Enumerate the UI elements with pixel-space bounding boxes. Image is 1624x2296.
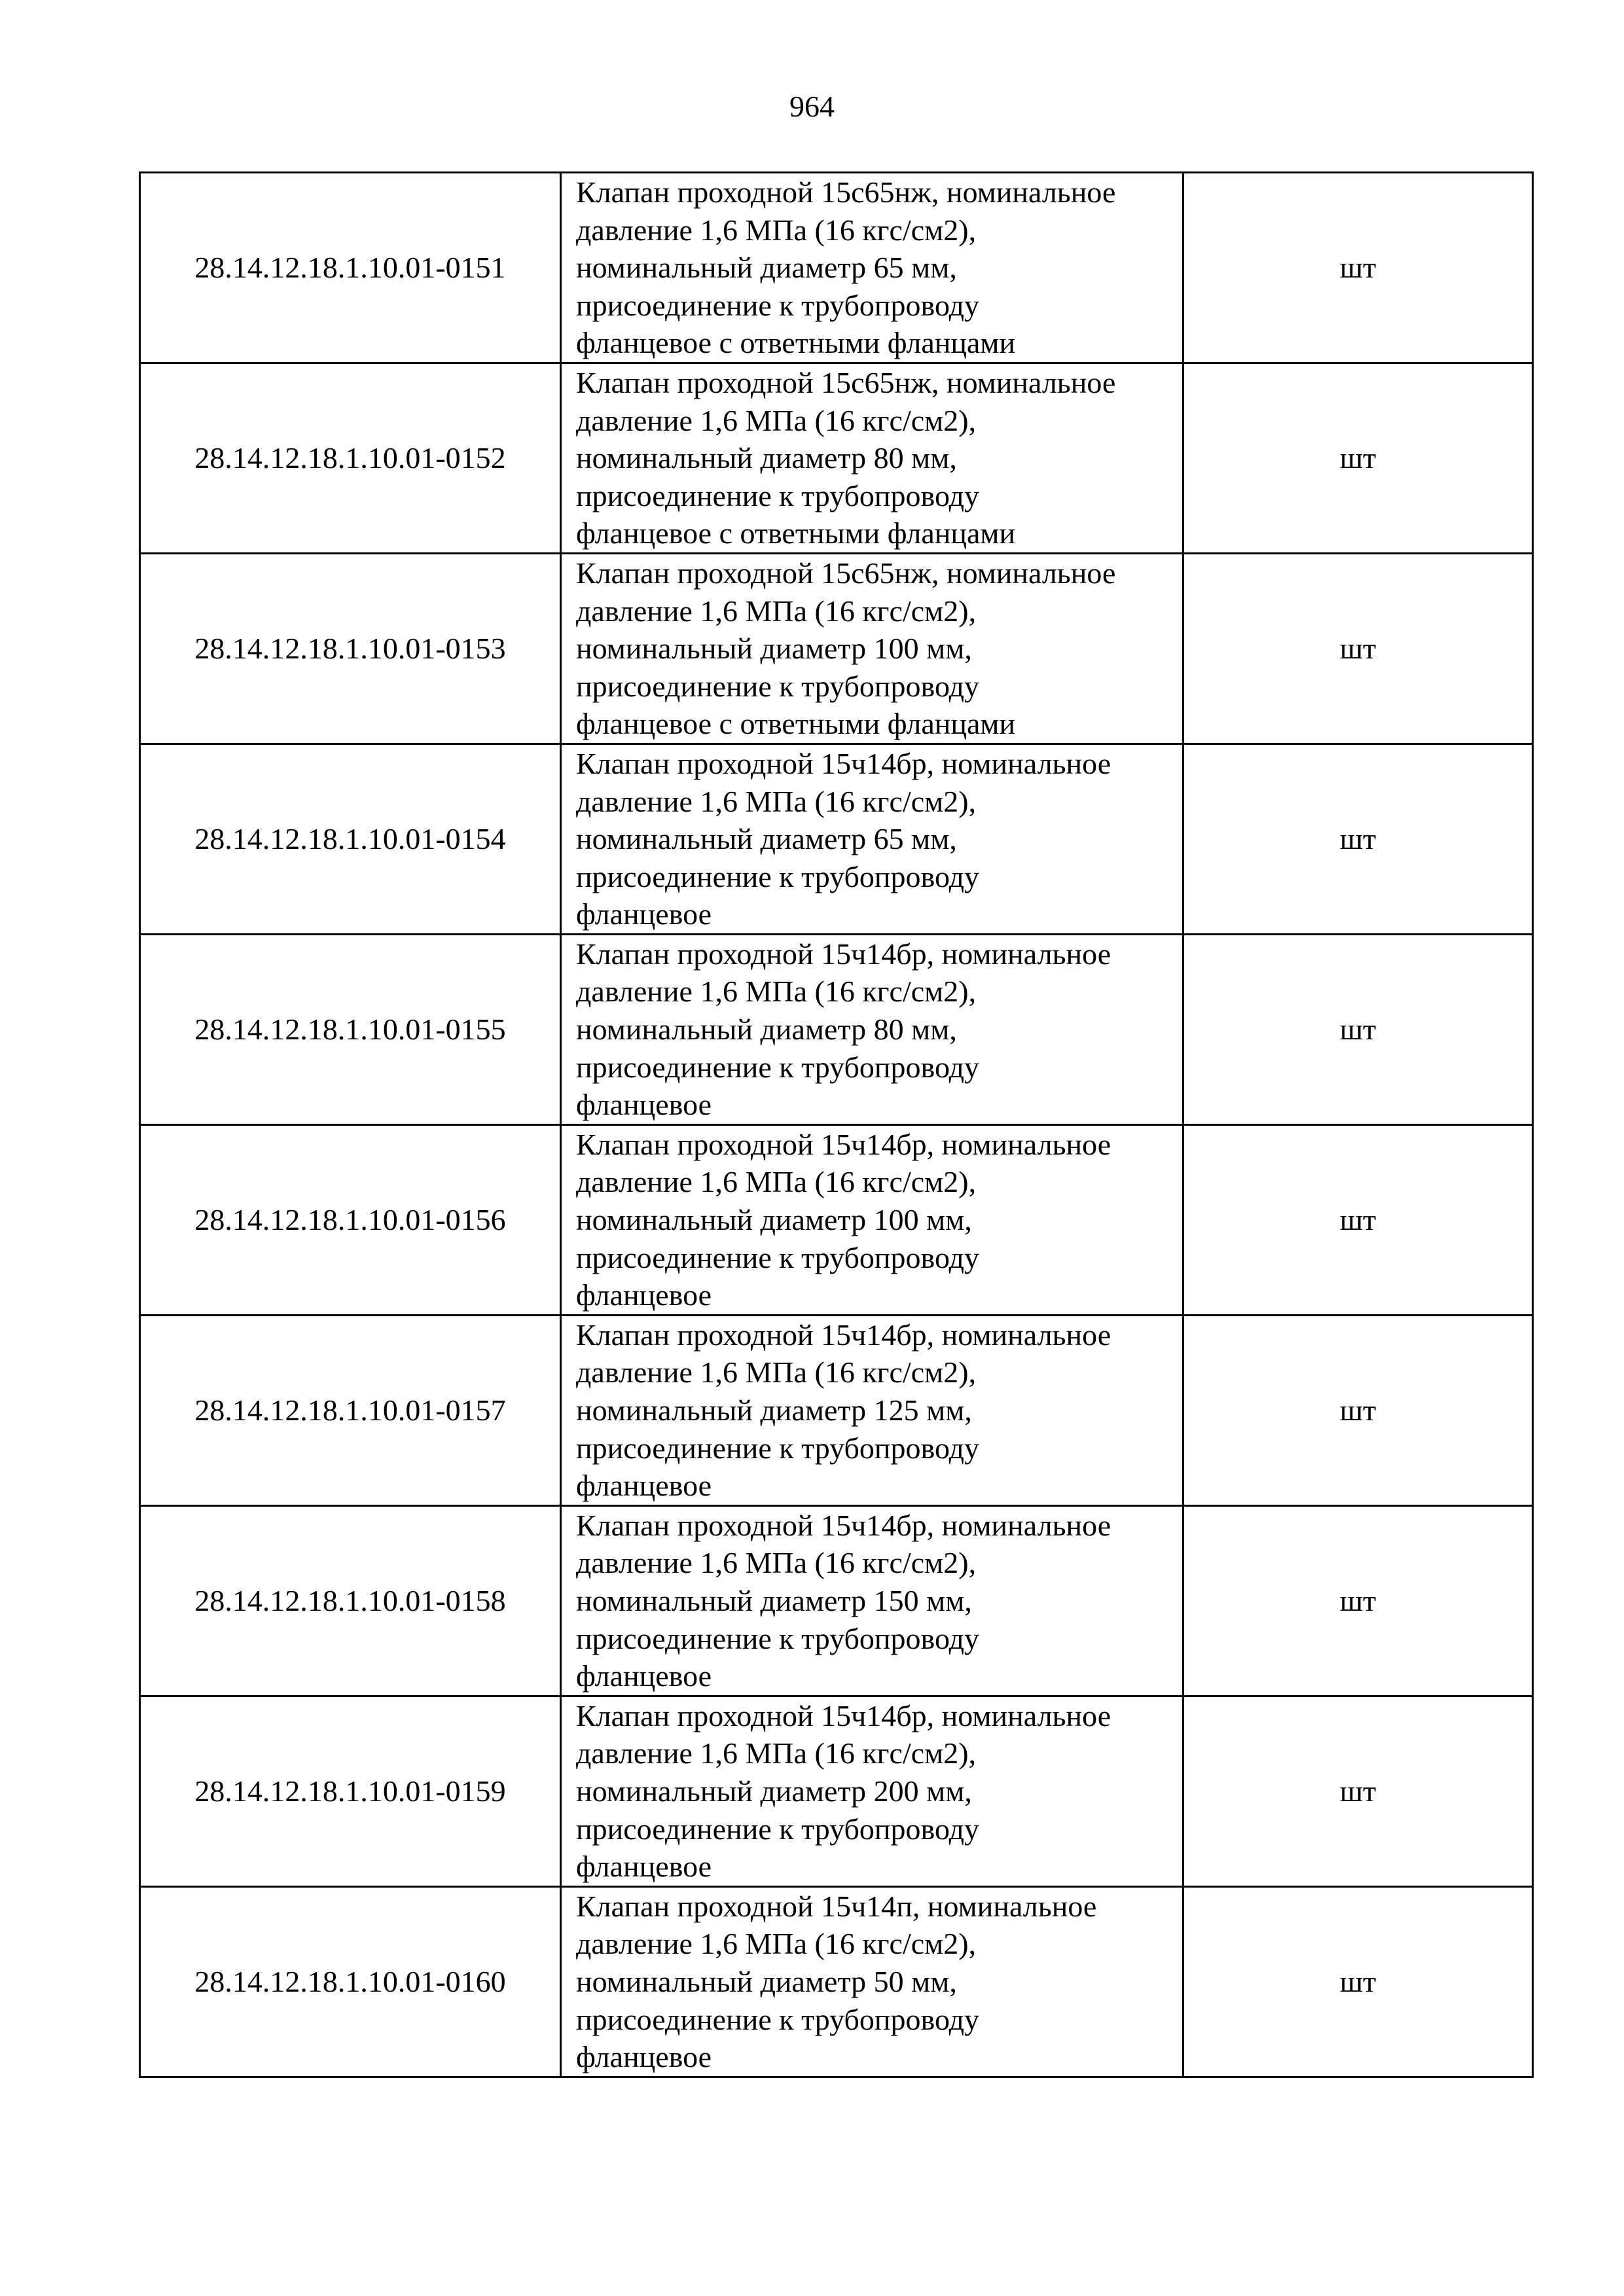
description-cell	[561, 1886, 1183, 2077]
description-line: фланцевое с ответными фланцами	[576, 326, 1016, 360]
description-line: давление 1,6 МПа (16 кгс/см2),	[576, 594, 977, 628]
description-line: присоединение к трубопроводу	[576, 1812, 980, 1846]
description-line: фланцевое с ответными фланцами	[576, 516, 1016, 550]
description-line: номинальный диаметр 100 мм,	[576, 632, 972, 666]
table-row	[140, 173, 1533, 363]
description-cell	[561, 1505, 1183, 1696]
description-line: номинальный диаметр 80 мм,	[576, 1013, 957, 1047]
description-line: присоединение к трубопроводу	[576, 859, 980, 893]
table-row	[140, 363, 1533, 553]
description-line: Клапан проходной 15с65нж, номинальное	[576, 175, 1116, 209]
description-line: фланцевое	[576, 1278, 712, 1312]
table-body	[140, 173, 1533, 2077]
description-line: номинальный диаметр 125 мм,	[576, 1393, 972, 1427]
description-line: давление 1,6 МПа (16 кгс/см2),	[576, 213, 977, 247]
unit-cell: шт	[1183, 553, 1533, 744]
description-line: Клапан проходной 15ч14бр, номинальное	[576, 1318, 1111, 1352]
table-row	[140, 934, 1533, 1124]
description-line: присоединение к трубопроводу	[576, 1621, 980, 1655]
table-row	[140, 1315, 1533, 1505]
description-line: Клапан проходной 15ч14бр, номинальное	[576, 1127, 1111, 1161]
description-line: присоединение к трубопроводу	[576, 1050, 980, 1084]
description-line: фланцевое	[576, 2040, 712, 2074]
spec-table	[139, 171, 1534, 2078]
code-cell: 28.14.12.18.1.10.01-0154	[140, 744, 561, 934]
page-number: 964	[789, 90, 835, 123]
table-row	[140, 1124, 1533, 1315]
description-cell	[561, 1315, 1183, 1505]
description-line: присоединение к трубопроводу	[576, 288, 980, 322]
unit-cell: шт	[1183, 744, 1533, 934]
description-cell	[561, 1696, 1183, 1886]
description-line: давление 1,6 МПа (16 кгс/см2),	[576, 1546, 977, 1580]
description-line: Клапан проходной 15ч14бр, номинальное	[576, 937, 1111, 971]
description-line: присоединение к трубопроводу	[576, 669, 980, 703]
description-line: Клапан проходной 15с65нж, номинальное	[576, 365, 1116, 399]
description-line: номинальный диаметр 100 мм,	[576, 1203, 972, 1237]
unit-cell: шт	[1183, 1315, 1533, 1505]
description-cell	[561, 744, 1183, 934]
description-cell	[561, 934, 1183, 1124]
code-cell: 28.14.12.18.1.10.01-0157	[140, 1315, 561, 1505]
description-line: фланцевое	[576, 1850, 712, 1884]
description-line: номинальный диаметр 50 мм,	[576, 1964, 957, 1998]
description-line: присоединение к трубопроводу	[576, 478, 980, 512]
description-line: давление 1,6 МПа (16 кгс/см2),	[576, 1736, 977, 1770]
description-line: номинальный диаметр 65 мм,	[576, 251, 957, 285]
description-line: Клапан проходной 15с65нж, номинальное	[576, 556, 1116, 590]
unit-cell: шт	[1183, 173, 1533, 363]
description-line: Клапан проходной 15ч14бр, номинальное	[576, 1698, 1111, 1732]
description-line: давление 1,6 МПа (16 кгс/см2),	[576, 1355, 977, 1390]
description-cell	[561, 363, 1183, 553]
code-cell: 28.14.12.18.1.10.01-0159	[140, 1696, 561, 1886]
unit-cell: шт	[1183, 1886, 1533, 2077]
table-row	[140, 553, 1533, 744]
table-row	[140, 744, 1533, 934]
unit-cell: шт	[1183, 934, 1533, 1124]
unit-cell: шт	[1183, 363, 1533, 553]
description-line: номинальный диаметр 65 мм,	[576, 822, 957, 856]
table-row	[140, 1696, 1533, 1886]
description-line: давление 1,6 МПа (16 кгс/см2),	[576, 1165, 977, 1199]
unit-cell: шт	[1183, 1505, 1533, 1696]
description-line: фланцевое	[576, 1088, 712, 1122]
table-row	[140, 1505, 1533, 1696]
code-cell: 28.14.12.18.1.10.01-0153	[140, 553, 561, 744]
description-line: Клапан проходной 15ч14бр, номинальное	[576, 746, 1111, 780]
unit-cell: шт	[1183, 1124, 1533, 1315]
description-line: номинальный диаметр 150 мм,	[576, 1583, 972, 1617]
description-line: номинальный диаметр 200 мм,	[576, 1774, 972, 1808]
description-line: присоединение к трубопроводу	[576, 2002, 980, 2036]
description-line: давление 1,6 МПа (16 кгс/см2),	[576, 784, 977, 818]
description-line: фланцевое	[576, 1659, 712, 1693]
code-cell: 28.14.12.18.1.10.01-0160	[140, 1886, 561, 2077]
description-line: присоединение к трубопроводу	[576, 1431, 980, 1465]
description-line: Клапан проходной 15ч14п, номинальное	[576, 1889, 1097, 1923]
description-line: фланцевое	[576, 897, 712, 931]
description-cell	[561, 1124, 1183, 1315]
code-cell: 28.14.12.18.1.10.01-0151	[140, 173, 561, 363]
description-line: Клапан проходной 15ч14бр, номинальное	[576, 1508, 1111, 1542]
description-line: номинальный диаметр 80 мм,	[576, 441, 957, 475]
table-row	[140, 1886, 1533, 2077]
description-line: фланцевое с ответными фланцами	[576, 707, 1016, 741]
description-cell	[561, 553, 1183, 744]
code-cell: 28.14.12.18.1.10.01-0158	[140, 1505, 561, 1696]
description-line: фланцевое	[576, 1469, 712, 1503]
code-cell: 28.14.12.18.1.10.01-0156	[140, 1124, 561, 1315]
description-cell	[561, 173, 1183, 363]
description-line: давление 1,6 МПа (16 кгс/см2),	[576, 403, 977, 437]
code-cell: 28.14.12.18.1.10.01-0152	[140, 363, 561, 553]
code-cell: 28.14.12.18.1.10.01-0155	[140, 934, 561, 1124]
unit-cell: шт	[1183, 1696, 1533, 1886]
description-line: присоединение к трубопроводу	[576, 1240, 980, 1274]
description-line: давление 1,6 МПа (16 кгс/см2),	[576, 975, 977, 1009]
description-line: давление 1,6 МПа (16 кгс/см2),	[576, 1927, 977, 1961]
